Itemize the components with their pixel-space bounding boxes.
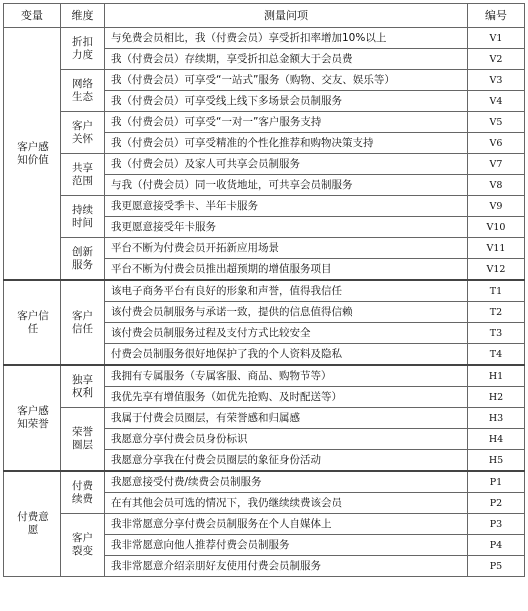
code-cell: H5 [468, 450, 525, 472]
dimension-cell: 客户 裂变 [61, 514, 105, 577]
item-cell: 我（付费会员）及家人可共享会员制服务 [105, 154, 468, 175]
item-cell: 我更愿意接受季卡、半年卡服务 [105, 196, 468, 217]
table-row [4, 280, 525, 302]
table-row [4, 196, 525, 217]
dimension-cell: 共享 范围 [61, 154, 105, 196]
code-cell: P1 [468, 471, 525, 493]
dimension-cell: 网络 生态 [61, 70, 105, 112]
code-cell: T2 [468, 302, 525, 323]
code-cell: T4 [468, 344, 525, 366]
item-cell: 我（付费会员）可享受“一站式”服务（购物、交友、娱乐等） [105, 70, 468, 91]
item-cell: 我愿意分享付费会员身份标识 [105, 429, 468, 450]
code-cell: P4 [468, 535, 525, 556]
code-cell: V7 [468, 154, 525, 175]
header-code: 编号 [468, 4, 525, 28]
code-cell: V9 [468, 196, 525, 217]
item-cell: 该电子商务平台有良好的形象和声誉，值得我信任 [105, 280, 468, 302]
code-cell: V3 [468, 70, 525, 91]
measurement-table [3, 3, 525, 577]
code-cell: H3 [468, 408, 525, 429]
table-row [4, 365, 525, 387]
item-cell: 我愿意接受付费/续费会员制服务 [105, 471, 468, 493]
item-cell: 付费会员制服务很好地保护了我的个人资料及隐私 [105, 344, 468, 366]
dimension-cell: 客户 信任 [61, 280, 105, 365]
code-cell: P2 [468, 493, 525, 514]
header-item: 测量问项 [105, 4, 468, 28]
dimension-cell: 创新 服务 [61, 238, 105, 281]
dimension-cell: 荣誉 圈层 [61, 408, 105, 472]
variable-cell: 付费意 愿 [4, 471, 61, 577]
item-cell: 平台不断为付费会员开拓新应用场景 [105, 238, 468, 259]
item-cell: 我非常愿意介绍亲朋好友使用付费会员制服务 [105, 556, 468, 577]
item-cell: 在有其他会员可选的情况下，我仍继续续费该会员 [105, 493, 468, 514]
table-row [4, 112, 525, 133]
item-cell: 我属于付费会员圈层，有荣誉感和归属感 [105, 408, 468, 429]
code-cell: V12 [468, 259, 525, 281]
item-cell: 我（付费会员）存续期，享受折扣总金额大于会员费 [105, 49, 468, 70]
item-cell: 我（付费会员）可享受“一对一”客户服务支持 [105, 112, 468, 133]
code-cell: T3 [468, 323, 525, 344]
item-cell: 我非常愿意向他人推荐付费会员制服务 [105, 535, 468, 556]
dimension-cell: 客户 关怀 [61, 112, 105, 154]
code-cell: V2 [468, 49, 525, 70]
dimension-cell: 折扣 力度 [61, 28, 105, 70]
header-variable: 变量 [4, 4, 61, 28]
table-row [4, 70, 525, 91]
item-cell: 该付费会员制服务过程及支付方式比较安全 [105, 323, 468, 344]
code-cell: V10 [468, 217, 525, 238]
item-cell: 我（付费会员）可享受精准的个性化推荐和购物决策支持 [105, 133, 468, 154]
table-row [4, 471, 525, 493]
item-cell: 我愿意分享我在付费会员圈层的象征身份活动 [105, 450, 468, 472]
table-row [4, 154, 525, 175]
code-cell: H1 [468, 365, 525, 387]
header-row [4, 4, 525, 28]
variable-cell: 客户信 任 [4, 280, 61, 365]
table-row [4, 238, 525, 259]
code-cell: P3 [468, 514, 525, 535]
item-cell: 我（付费会员）可享受线上线下多场景会员制服务 [105, 91, 468, 112]
table-row [4, 408, 525, 429]
variable-cell: 客户感 知价值 [4, 28, 61, 281]
code-cell: T1 [468, 280, 525, 302]
table-row [4, 514, 525, 535]
item-cell: 平台不断为付费会员推出超预期的增值服务项目 [105, 259, 468, 281]
code-cell: V4 [468, 91, 525, 112]
item-cell: 与我（付费会员）同一收货地址，可共享会员制服务 [105, 175, 468, 196]
item-cell: 我更愿意接受年卡服务 [105, 217, 468, 238]
measurement-table-container [3, 3, 525, 577]
dimension-cell: 付费 续费 [61, 471, 105, 514]
code-cell: H4 [468, 429, 525, 450]
code-cell: V11 [468, 238, 525, 259]
table-row [4, 28, 525, 49]
code-cell: V1 [468, 28, 525, 49]
code-cell: P5 [468, 556, 525, 577]
dimension-cell: 持续 时间 [61, 196, 105, 238]
header-dimension: 维度 [61, 4, 105, 28]
item-cell: 与免费会员相比，我（付费会员）享受折扣率增加10%以上 [105, 28, 468, 49]
item-cell: 该付费会员制服务与承诺一致，提供的信息值得信赖 [105, 302, 468, 323]
item-cell: 我优先享有增值服务（如优先抢购、及时配送等） [105, 387, 468, 408]
code-cell: V5 [468, 112, 525, 133]
code-cell: V8 [468, 175, 525, 196]
code-cell: H2 [468, 387, 525, 408]
variable-cell: 客户感 知荣誉 [4, 365, 61, 471]
dimension-cell: 独享 权利 [61, 365, 105, 408]
code-cell: V6 [468, 133, 525, 154]
item-cell: 我拥有专属服务（专属客服、商品、购物节等） [105, 365, 468, 387]
item-cell: 我非常愿意分享付费会员制服务在个人自媒体上 [105, 514, 468, 535]
